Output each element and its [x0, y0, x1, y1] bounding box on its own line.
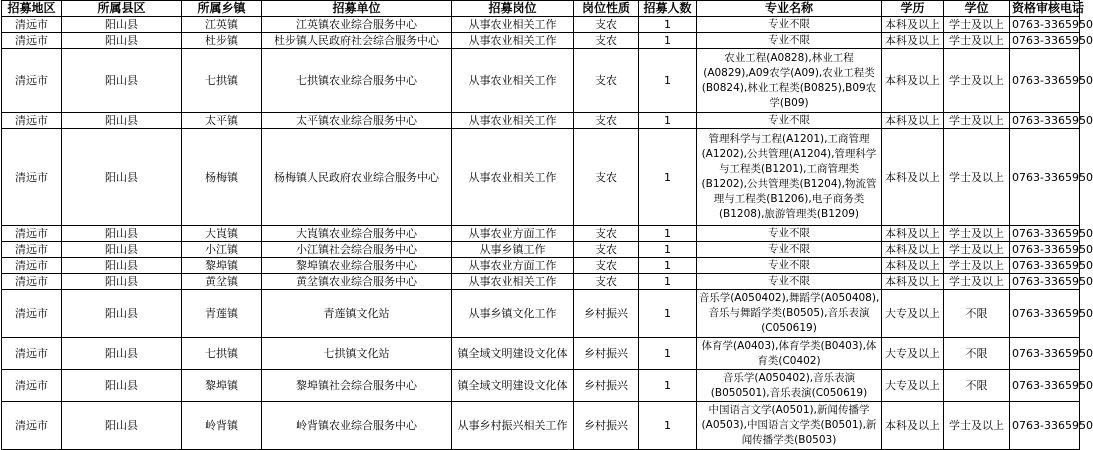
cell-major: 专业不限 [697, 258, 882, 274]
cell-county: 阳山县 [62, 129, 182, 226]
cell-education: 本科及以上 [882, 258, 944, 274]
cell-count: 1 [639, 290, 697, 338]
cell-county: 阳山县 [62, 33, 182, 49]
cell-count: 1 [639, 242, 697, 258]
cell-region: 清远市 [2, 242, 62, 258]
cell-nature: 乡村振兴 [574, 290, 639, 338]
cell-phone: 0763-3365950 [1010, 338, 1080, 370]
cell-region: 清远市 [2, 370, 62, 402]
cell-town: 青莲镇 [182, 290, 262, 338]
cell-count: 1 [639, 49, 697, 113]
cell-education: 大专及以上 [882, 370, 944, 402]
cell-town: 小江镇 [182, 242, 262, 258]
cell-town: 杨梅镇 [182, 129, 262, 226]
cell-degree: 学士及以上 [944, 226, 1010, 242]
cell-position: 从事农业相关工作 [452, 129, 574, 226]
cell-phone: 0763-3365950 [1010, 33, 1080, 49]
cell-region: 清远市 [2, 290, 62, 338]
cell-nature: 支农 [574, 226, 639, 242]
cell-position: 镇全域文明建设文化体 [452, 370, 574, 402]
header-cell-nature: 岗位性质 [574, 1, 639, 17]
cell-major: 专业不限 [697, 274, 882, 290]
cell-county: 阳山县 [62, 274, 182, 290]
cell-position: 从事农业方面工作 [452, 258, 574, 274]
cell-position: 从事乡镇文化工作 [452, 290, 574, 338]
cell-unit: 太平镇农业综合服务中心 [262, 113, 452, 129]
cell-education: 本科及以上 [882, 49, 944, 113]
cell-position: 从事乡镇工作 [452, 242, 574, 258]
cell-unit: 青莲镇文化站 [262, 290, 452, 338]
cell-town: 江英镇 [182, 17, 262, 33]
header-cell-region: 招募地区 [2, 1, 62, 17]
cell-town: 七拱镇 [182, 338, 262, 370]
cell-degree: 学士及以上 [944, 17, 1010, 33]
cell-major: 音乐学(A050402),音乐表演(B050501),音乐表演(C050619) [697, 370, 882, 402]
cell-county: 阳山县 [62, 338, 182, 370]
cell-major: 农业工程(A0828),林业工程(A0829),A09农学(A09),农业工程类(B0824),林业工程类(B0825),B09农学(B09) [697, 49, 882, 113]
cell-position: 从事农业相关工作 [452, 113, 574, 129]
header-cell-major: 专业名称 [697, 1, 882, 17]
header-cell-count: 招募人数 [639, 1, 697, 17]
cell-education: 本科及以上 [882, 242, 944, 258]
cell-region: 清远市 [2, 274, 62, 290]
cell-nature: 支农 [574, 113, 639, 129]
cell-region: 清远市 [2, 338, 62, 370]
cell-nature: 支农 [574, 242, 639, 258]
cell-position: 镇全域文明建设文化体 [452, 338, 574, 370]
cell-count: 1 [639, 226, 697, 242]
cell-phone: 0763-3365950 [1010, 49, 1080, 113]
cell-count: 1 [639, 17, 697, 33]
cell-count: 1 [639, 370, 697, 402]
cell-unit: 杨梅镇人民政府农业综合服务中心 [262, 129, 452, 226]
cell-major: 管理科学与工程(A1201),工商管理(A1202),公共管理(A1204),管理科学与工程类(B1201),工商管理类(B1202),公共管理类(B1204),物流管理与工程类(B1206),电子商务类(B1208),旅游管理类(B1209) [697, 129, 882, 226]
cell-region: 清远市 [2, 113, 62, 129]
cell-unit: 黄坌镇农业综合服务中心 [262, 274, 452, 290]
cell-education: 本科及以上 [882, 129, 944, 226]
cell-degree: 学士及以上 [944, 49, 1010, 113]
cell-county: 阳山县 [62, 258, 182, 274]
cell-position: 从事农业方面工作 [452, 226, 574, 242]
cell-major: 体育学(A0403),体育学类(B0403),体育类(C0402) [697, 338, 882, 370]
cell-education: 本科及以上 [882, 17, 944, 33]
cell-phone: 0763-3365950 [1010, 258, 1080, 274]
header-cell-degree: 学位 [944, 1, 1010, 17]
cell-major: 专业不限 [697, 113, 882, 129]
cell-education: 大专及以上 [882, 290, 944, 338]
cell-town: 太平镇 [182, 113, 262, 129]
cell-phone: 0763-3365950 [1010, 129, 1080, 226]
cell-nature: 支农 [574, 33, 639, 49]
cell-nature: 支农 [574, 129, 639, 226]
cell-unit: 七拱镇农业综合服务中心 [262, 49, 452, 113]
cell-nature: 支农 [574, 49, 639, 113]
cell-phone: 0763-3365950 [1010, 274, 1080, 290]
cell-unit: 黎埠镇社会综合服务中心 [262, 370, 452, 402]
cell-region: 清远市 [2, 49, 62, 113]
table-row [2, 113, 1080, 129]
cell-region: 清远市 [2, 258, 62, 274]
cell-phone: 0763-3365950 [1010, 242, 1080, 258]
cell-phone: 0763-3365950 [1010, 17, 1080, 33]
cell-unit: 七拱镇文化站 [262, 338, 452, 370]
cell-unit: 大崀镇农业综合服务中心 [262, 226, 452, 242]
cell-major: 中国语言文学(A0501),新闻传播学(A0503),中国语言文学类(B0501),新闻传播学类(B0503) [697, 402, 882, 450]
cell-phone: 0763-3365950 [1010, 402, 1080, 450]
cell-degree: 学士及以上 [944, 274, 1010, 290]
cell-county: 阳山县 [62, 226, 182, 242]
cell-region: 清远市 [2, 17, 62, 33]
table-row [2, 258, 1080, 274]
cell-education: 本科及以上 [882, 274, 944, 290]
cell-nature: 乡村振兴 [574, 338, 639, 370]
table-row [2, 242, 1080, 258]
header-cell-town: 所属乡镇 [182, 1, 262, 17]
table-row [2, 402, 1080, 450]
cell-major: 专业不限 [697, 33, 882, 49]
cell-unit: 杜步镇人民政府社会综合服务中心 [262, 33, 452, 49]
cell-degree: 不限 [944, 370, 1010, 402]
cell-county: 阳山县 [62, 242, 182, 258]
table-row [2, 17, 1080, 33]
cell-degree: 学士及以上 [944, 242, 1010, 258]
cell-count: 1 [639, 113, 697, 129]
cell-town: 大崀镇 [182, 226, 262, 242]
header-cell-county: 所属县区 [62, 1, 182, 17]
cell-phone: 0763-3365950 [1010, 113, 1080, 129]
cell-region: 清远市 [2, 226, 62, 242]
recruitment-table [1, 0, 1093, 450]
cell-education: 本科及以上 [882, 226, 944, 242]
cell-phone: 0763-3365950 [1010, 370, 1080, 402]
cell-degree: 学士及以上 [944, 258, 1010, 274]
table-row [2, 290, 1080, 338]
cell-count: 1 [639, 274, 697, 290]
cell-county: 阳山县 [62, 370, 182, 402]
table-row [2, 129, 1080, 226]
cell-county: 阳山县 [62, 49, 182, 113]
cell-town: 黎埠镇 [182, 370, 262, 402]
cell-education: 本科及以上 [882, 33, 944, 49]
cell-town: 七拱镇 [182, 49, 262, 113]
cell-unit: 黎埠镇农业综合服务中心 [262, 258, 452, 274]
header-cell-phone: 资格审核电话 [1010, 1, 1080, 17]
cell-town: 杜步镇 [182, 33, 262, 49]
cell-degree: 不限 [944, 290, 1010, 338]
cell-nature: 支农 [574, 17, 639, 33]
cell-count: 1 [639, 258, 697, 274]
cell-nature: 支农 [574, 274, 639, 290]
cell-unit: 江英镇农业综合服务中心 [262, 17, 452, 33]
cell-count: 1 [639, 33, 697, 49]
cell-position: 从事农业相关工作 [452, 274, 574, 290]
header-cell-unit: 招募单位 [262, 1, 452, 17]
cell-count: 1 [639, 402, 697, 450]
cell-county: 阳山县 [62, 113, 182, 129]
table-row [2, 274, 1080, 290]
cell-degree: 不限 [944, 338, 1010, 370]
cell-phone: 0763-3365950 [1010, 226, 1080, 242]
table-row [2, 370, 1080, 402]
cell-phone: 0763-3365950 [1010, 290, 1080, 338]
cell-degree: 学士及以上 [944, 113, 1010, 129]
table-row [2, 49, 1080, 113]
cell-position: 从事乡村振兴相关工作 [452, 402, 574, 450]
cell-position: 从事农业相关工作 [452, 33, 574, 49]
table-header-row [2, 1, 1080, 17]
header-cell-position: 招募岗位 [452, 1, 574, 17]
cell-unit: 岭背镇农业综合服务中心 [262, 402, 452, 450]
cell-county: 阳山县 [62, 17, 182, 33]
table-row [2, 226, 1080, 242]
cell-town: 黄坌镇 [182, 274, 262, 290]
cell-education: 本科及以上 [882, 402, 944, 450]
table-row [2, 338, 1080, 370]
cell-major: 专业不限 [697, 17, 882, 33]
cell-region: 清远市 [2, 33, 62, 49]
cell-degree: 学士及以上 [944, 129, 1010, 226]
cell-degree: 学士及以上 [944, 402, 1010, 450]
cell-county: 阳山县 [62, 402, 182, 450]
cell-major: 音乐学(A050402),舞蹈学(A050408),音乐与舞蹈学类(B0505),音乐表演(C050619) [697, 290, 882, 338]
cell-town: 岭背镇 [182, 402, 262, 450]
cell-education: 本科及以上 [882, 113, 944, 129]
cell-count: 1 [639, 129, 697, 226]
cell-town: 黎埠镇 [182, 258, 262, 274]
cell-nature: 乡村振兴 [574, 370, 639, 402]
cell-region: 清远市 [2, 129, 62, 226]
cell-education: 大专及以上 [882, 338, 944, 370]
cell-major: 专业不限 [697, 226, 882, 242]
cell-major: 专业不限 [697, 242, 882, 258]
cell-position: 从事农业相关工作 [452, 49, 574, 113]
cell-count: 1 [639, 338, 697, 370]
header-cell-education: 学历 [882, 1, 944, 17]
cell-position: 从事农业相关工作 [452, 17, 574, 33]
cell-unit: 小江镇社会综合服务中心 [262, 242, 452, 258]
cell-nature: 乡村振兴 [574, 402, 639, 450]
cell-county: 阳山县 [62, 290, 182, 338]
cell-nature: 支农 [574, 258, 639, 274]
table-row [2, 33, 1080, 49]
cell-degree: 学士及以上 [944, 33, 1010, 49]
cell-region: 清远市 [2, 402, 62, 450]
